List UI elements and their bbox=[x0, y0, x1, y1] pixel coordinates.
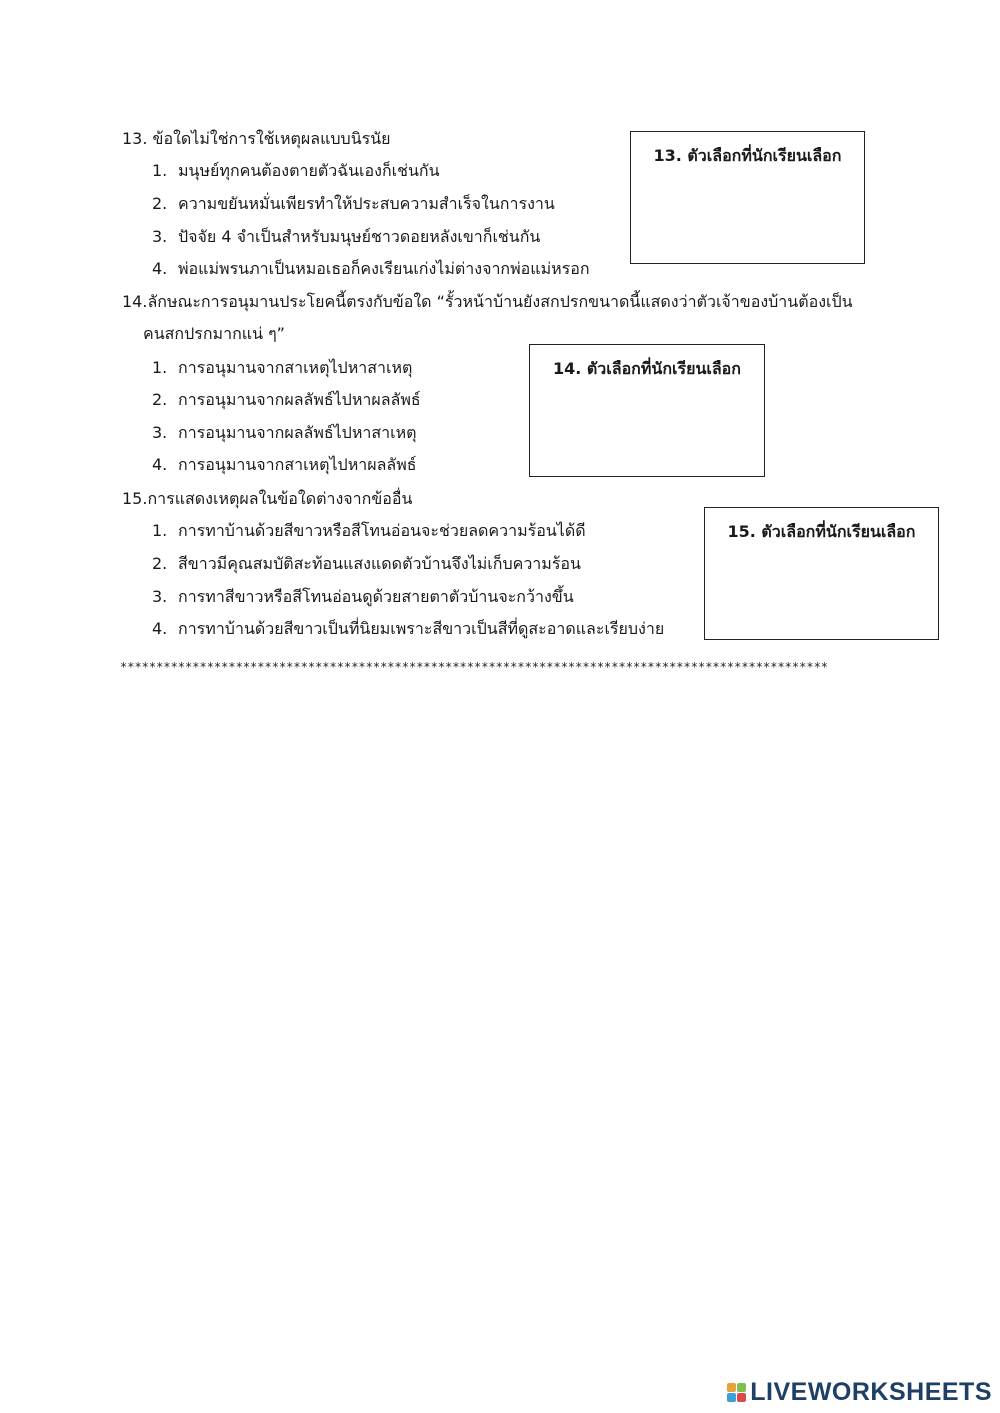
liveworksheets-logo bbox=[727, 1378, 992, 1407]
q15-answer-box-title: 15. ตัวเลือกที่นักเรียนเลือก bbox=[727, 522, 916, 541]
q15-option-2: 2. สีขาวมีคุณสมบัติสะท้อนแสงแดดตัวบ้านจึงไม่เก็บความร้อน bbox=[152, 554, 581, 573]
q13-answer-box-title: 13. ตัวเลือกที่นักเรียนเลือก bbox=[653, 146, 842, 165]
q14-option-4: 4. การอนุมานจากสาเหตุไปหาผลลัพธ์ bbox=[152, 455, 417, 474]
q13-option-1: 1. มนุษย์ทุกคนต้องตายตัวฉันเองก็เช่นกัน bbox=[152, 161, 440, 180]
q14-answer-box bbox=[529, 344, 765, 477]
question-15-title: 15.การแสดงเหตุผลในข้อใดต่างจากข้ออื่น bbox=[122, 489, 413, 508]
asterisk-divider: ************************************************************************************************** bbox=[120, 660, 829, 674]
q15-option-4: 4. การทาบ้านด้วยสีขาวเป็นที่นิยมเพราะสีขาวเป็นสีที่ดูสะอาดและเรียบง่าย bbox=[152, 619, 665, 638]
q13-option-3: 3. ปัจจัย 4 จำเป็นสำหรับมนุษย์ชาวดอยหลังเขาก็เช่นกัน bbox=[152, 227, 541, 246]
q13-option-4: 4. พ่อแม่พรนภาเป็นหมอเธอก็คงเรียนเก่งไม่ต่างจากพ่อแม่หรอก bbox=[152, 259, 590, 278]
q13-option-2: 2. ความขยันหมั่นเพียรทำให้ประสบความสำเร็จในการงาน bbox=[152, 194, 555, 213]
q15-option-3: 3. การทาสีขาวหรือสีโทนอ่อนดูด้วยสายตาตัวบ้านจะกว้างขึ้น bbox=[152, 587, 574, 606]
liveworksheets-mark-icon bbox=[727, 1383, 746, 1402]
question-14-title-line2: คนสกปรกมากแน่ ๆ” bbox=[143, 324, 285, 343]
q13-answer-input[interactable] bbox=[637, 176, 858, 257]
q14-option-3: 3. การอนุมานจากผลลัพธ์ไปหาสาเหตุ bbox=[152, 423, 417, 442]
brand-name: LIVEWORKSHEETS bbox=[750, 1378, 992, 1406]
q14-answer-input[interactable] bbox=[536, 389, 758, 470]
q13-answer-box bbox=[630, 131, 865, 264]
q15-option-1: 1. การทาบ้านด้วยสีขาวหรือสีโทนอ่อนจะช่วยลดความร้อนได้ดี bbox=[152, 521, 586, 540]
q14-answer-box-title: 14. ตัวเลือกที่นักเรียนเลือก bbox=[553, 359, 741, 378]
q15-answer-input[interactable] bbox=[711, 552, 932, 633]
question-14-title-line1: 14.ลักษณะการอนุมานประโยคนี้ตรงกับข้อใด “รั้วหน้าบ้านยังสกปรกขนาดนี้แสดงว่าตัวเจ้าของบ้านต้องเป็น bbox=[122, 292, 853, 311]
q15-answer-box bbox=[704, 507, 939, 640]
q14-option-2: 2. การอนุมานจากผลลัพธ์ไปหาผลลัพธ์ bbox=[152, 390, 421, 409]
q14-option-1: 1. การอนุมานจากสาเหตุไปหาสาเหตุ bbox=[152, 358, 413, 377]
question-13-title: 13. ข้อใดไม่ใช่การใช้เหตุผลแบบนิรนัย bbox=[122, 129, 391, 148]
